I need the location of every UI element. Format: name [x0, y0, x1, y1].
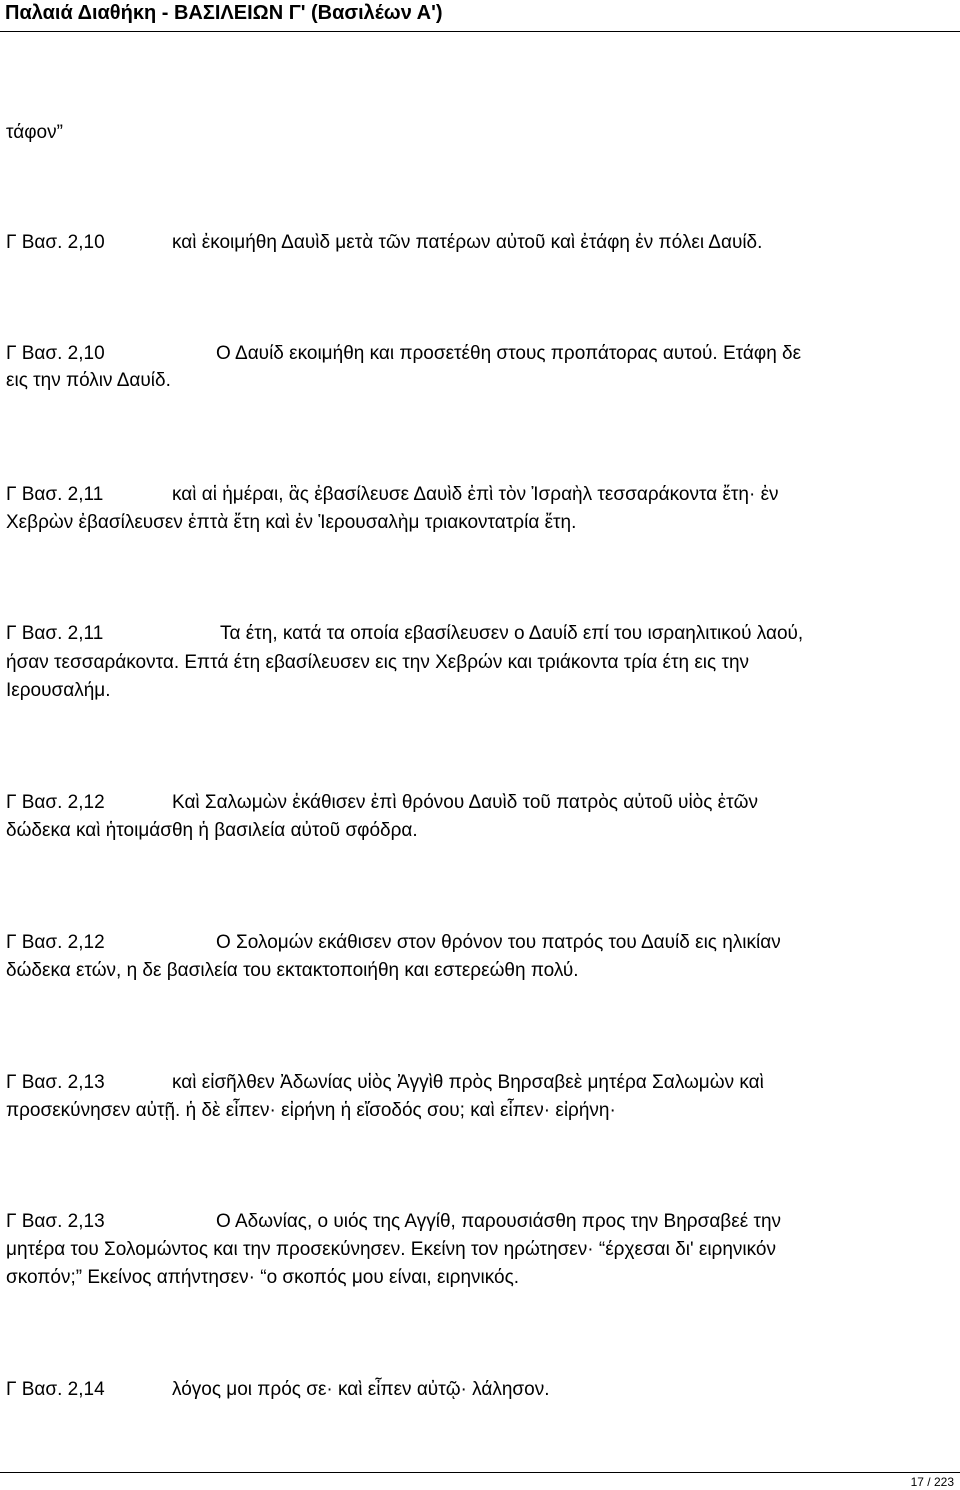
- intro-fragment: τάφον”: [6, 122, 63, 143]
- verse-ref: Γ Βασ. 2,14: [6, 1379, 105, 1400]
- verse-ref: Γ Βασ. 2,11: [6, 623, 104, 644]
- verse-ref: Γ Βασ. 2,13: [6, 1211, 105, 1232]
- verse-text-continued: δώδεκα καὶ ἡτοιμάσθη ἡ βασιλεία αὐτοῦ σφόδρα.: [6, 820, 418, 841]
- verse-text: Ο Αδωνίας, ο υιός της Αγγίθ, παρουσιάσθη προς την Βηρσαβεέ την: [216, 1211, 782, 1232]
- document-title: Παλαιά Διαθήκη - ΒΑΣΙΛΕΙΩΝ Γ' (Βασιλέων Α'): [5, 2, 443, 24]
- verse-ref: Γ Βασ. 2,10: [6, 232, 105, 253]
- verse-text-continued: μητέρα του Σολομώντος και την προσεκύνησεν. Εκείνη τον ηρώτησεν· “έρχεσαι δι' ειρηνικόν: [6, 1239, 776, 1260]
- verse-text-continued: προσεκύνησεν αὐτῇ. ἡ δὲ εἶπεν· εἰρήνη ἡ εἴσοδός σου; καὶ εἶπεν· εἰρήνη·: [6, 1100, 616, 1121]
- verse-text: καὶ εἰσῆλθεν Ἀδωνίας υἱὸς Ἀγγὶθ πρὸς Βηρσαβεὲ μητέρα Σαλωμὼν καὶ: [172, 1072, 764, 1093]
- verse-ref: Γ Βασ. 2,13: [6, 1072, 105, 1093]
- footer-divider: [0, 1472, 960, 1473]
- verse-text-continued: ήσαν τεσσαράκοντα. Επτά έτη εβασίλευσεν εις την Χεβρών και τριάκοντα τρία έτη εις την: [6, 652, 750, 673]
- verse-ref: Γ Βασ. 2,11: [6, 484, 104, 505]
- verse-text: καὶ ἐκοιμήθη Δαυὶδ μετὰ τῶν πατέρων αὐτοῦ καὶ ἐτάφη ἐν πόλει Δαυίδ.: [172, 232, 763, 253]
- verse-ref: Γ Βασ. 2,10: [6, 343, 105, 364]
- verse-text-continued: σκοπόν;” Εκείνος απήντησεν· “ο σκοπός μου είναι, ειρηνικός.: [6, 1267, 520, 1288]
- verse-text: Καὶ Σαλωμὼν ἐκάθισεν ἐπὶ θρόνου Δαυὶδ τοῦ πατρὸς αὐτοῦ υἱὸς ἐτῶν: [172, 792, 758, 813]
- verse-ref: Γ Βασ. 2,12: [6, 792, 105, 813]
- verse-ref: Γ Βασ. 2,12: [6, 932, 105, 953]
- verse-text-continued: δώδεκα ετών, η δε βασιλεία του εκτακτοποιήθη και εστερεώθη πολύ.: [6, 960, 579, 981]
- verse-text-continued: Ιερουσαλήμ.: [6, 680, 111, 701]
- verse-text: Ο Δαυίδ εκοιμήθη και προσετέθη στους προπάτορας αυτού. Ετάφη δε: [216, 343, 802, 364]
- page-header: [0, 0, 960, 32]
- verse-text: λόγος μοι πρός σε· καὶ εἶπεν αὐτῷ· λάλησον.: [172, 1379, 550, 1400]
- verse-text: Τα έτη, κατά τα οποία εβασίλευσεν ο Δαυίδ επί του ισραηλιτικού λαού,: [220, 623, 804, 644]
- verse-text: καὶ αἱ ἡμέραι, ἃς ἐβασίλευσε Δαυὶδ ἐπὶ τὸν Ἰσραὴλ τεσσαράκοντα ἔτη· ἐν: [172, 484, 779, 505]
- verse-text: Ο Σολομών εκάθισεν στον θρόνον του πατρός του Δαυίδ εις ηλικίαν: [216, 932, 781, 953]
- verse-text-continued: εις την πόλιν Δαυίδ.: [6, 370, 171, 391]
- page-number: 17 / 223: [910, 1475, 954, 1489]
- verse-text-continued: Χεβρὼν ἐβασίλευσεν ἑπτὰ ἔτη καὶ ἐν Ἱερουσαλὴμ τριακοντατρία ἔτη.: [6, 512, 577, 533]
